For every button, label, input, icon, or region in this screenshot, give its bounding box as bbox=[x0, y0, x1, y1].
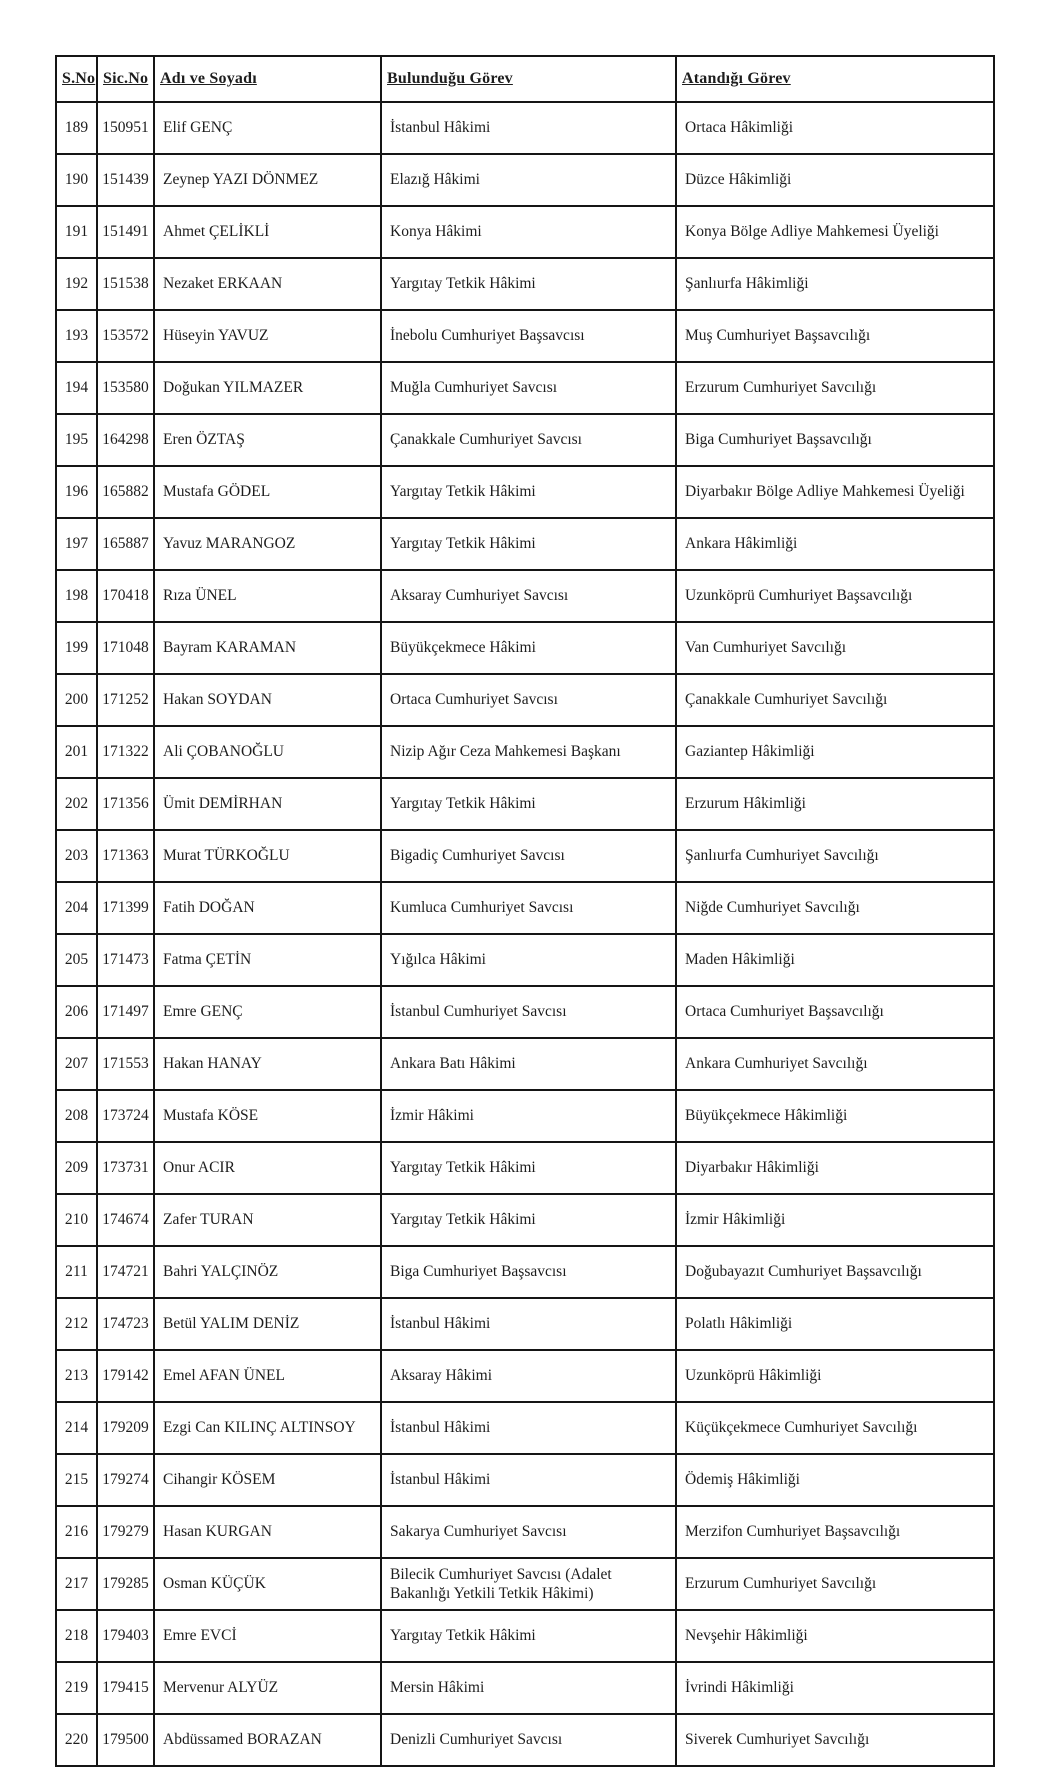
cell-s-no: 198 bbox=[56, 570, 97, 622]
cell-current-post: Aksaray Cumhuriyet Savcısı bbox=[381, 570, 676, 622]
cell-current-post: Yargıtay Tetkik Hâkimi bbox=[381, 258, 676, 310]
cell-s-no: 213 bbox=[56, 1350, 97, 1402]
cell-assigned-post: Gaziantep Hâkimliği bbox=[676, 726, 994, 778]
cell-assigned-post: Maden Hâkimliği bbox=[676, 934, 994, 986]
table-row bbox=[56, 1298, 994, 1350]
cell-assigned-post: İzmir Hâkimliği bbox=[676, 1194, 994, 1246]
cell-current-post: İnebolu Cumhuriyet Başsavcısı bbox=[381, 310, 676, 362]
cell-assigned-post: Konya Bölge Adliye Mahkemesi Üyeliği bbox=[676, 206, 994, 258]
cell-assigned-post: Düzce Hâkimliği bbox=[676, 154, 994, 206]
cell-sic-no: 151439 bbox=[97, 154, 154, 206]
cell-assigned-post: Ankara Hâkimliği bbox=[676, 518, 994, 570]
cell-current-post: Yargıtay Tetkik Hâkimi bbox=[381, 518, 676, 570]
cell-s-no: 204 bbox=[56, 882, 97, 934]
cell-current-post: İstanbul Hâkimi bbox=[381, 1402, 676, 1454]
cell-s-no: 195 bbox=[56, 414, 97, 466]
cell-current-post: Kumluca Cumhuriyet Savcısı bbox=[381, 882, 676, 934]
cell-s-no: 189 bbox=[56, 102, 97, 154]
cell-current-post: Yargıtay Tetkik Hâkimi bbox=[381, 1194, 676, 1246]
cell-sic-no: 179500 bbox=[97, 1714, 154, 1766]
cell-sic-no: 171497 bbox=[97, 986, 154, 1038]
cell-assigned-post: Doğubayazıt Cumhuriyet Başsavcılığı bbox=[676, 1246, 994, 1298]
table-row bbox=[56, 1246, 994, 1298]
cell-name: Doğukan YILMAZER bbox=[154, 362, 381, 414]
cell-s-no: 208 bbox=[56, 1090, 97, 1142]
cell-s-no: 216 bbox=[56, 1506, 97, 1558]
cell-name: Cihangir KÖSEM bbox=[154, 1454, 381, 1506]
cell-sic-no: 171322 bbox=[97, 726, 154, 778]
cell-sic-no: 179285 bbox=[97, 1558, 154, 1610]
table-row bbox=[56, 102, 994, 154]
cell-sic-no: 151538 bbox=[97, 258, 154, 310]
table-row bbox=[56, 414, 994, 466]
cell-s-no: 217 bbox=[56, 1558, 97, 1610]
cell-assigned-post: Erzurum Cumhuriyet Savcılığı bbox=[676, 1558, 994, 1610]
cell-sic-no: 153580 bbox=[97, 362, 154, 414]
cell-name: Onur ACIR bbox=[154, 1142, 381, 1194]
cell-assigned-post: Uzunköprü Cumhuriyet Başsavcılığı bbox=[676, 570, 994, 622]
cell-s-no: 194 bbox=[56, 362, 97, 414]
cell-current-post: Nizip Ağır Ceza Mahkemesi Başkanı bbox=[381, 726, 676, 778]
cell-s-no: 197 bbox=[56, 518, 97, 570]
cell-assigned-post: Merzifon Cumhuriyet Başsavcılığı bbox=[676, 1506, 994, 1558]
cell-name: Yavuz MARANGOZ bbox=[154, 518, 381, 570]
cell-name: Ümit DEMİRHAN bbox=[154, 778, 381, 830]
cell-current-post: İstanbul Hâkimi bbox=[381, 102, 676, 154]
cell-assigned-post: Çanakkale Cumhuriyet Savcılığı bbox=[676, 674, 994, 726]
cell-s-no: 192 bbox=[56, 258, 97, 310]
cell-assigned-post: Ankara Cumhuriyet Savcılığı bbox=[676, 1038, 994, 1090]
column-header-name: Adı ve Soyadı bbox=[154, 56, 381, 102]
cell-current-post: Biga Cumhuriyet Başsavcısı bbox=[381, 1246, 676, 1298]
cell-name: Bayram KARAMAN bbox=[154, 622, 381, 674]
cell-sic-no: 165882 bbox=[97, 466, 154, 518]
table-row bbox=[56, 1714, 994, 1766]
cell-name: Elif GENÇ bbox=[154, 102, 381, 154]
cell-current-post: İstanbul Hâkimi bbox=[381, 1454, 676, 1506]
cell-sic-no: 179403 bbox=[97, 1610, 154, 1662]
cell-assigned-post: Ödemiş Hâkimliği bbox=[676, 1454, 994, 1506]
table-row bbox=[56, 1038, 994, 1090]
table-row bbox=[56, 1194, 994, 1246]
table-row bbox=[56, 310, 994, 362]
cell-name: Hüseyin YAVUZ bbox=[154, 310, 381, 362]
table-row bbox=[56, 986, 994, 1038]
cell-sic-no: 171399 bbox=[97, 882, 154, 934]
cell-s-no: 218 bbox=[56, 1610, 97, 1662]
cell-name: Eren ÖZTAŞ bbox=[154, 414, 381, 466]
cell-assigned-post: İvrindi Hâkimliği bbox=[676, 1662, 994, 1714]
cell-current-post: Büyükçekmece Hâkimi bbox=[381, 622, 676, 674]
cell-assigned-post: Küçükçekmece Cumhuriyet Savcılığı bbox=[676, 1402, 994, 1454]
cell-current-post: İstanbul Hâkimi bbox=[381, 1298, 676, 1350]
cell-name: Murat TÜRKOĞLU bbox=[154, 830, 381, 882]
cell-current-post: Sakarya Cumhuriyet Savcısı bbox=[381, 1506, 676, 1558]
cell-s-no: 193 bbox=[56, 310, 97, 362]
header-row bbox=[56, 56, 994, 102]
cell-assigned-post: Muş Cumhuriyet Başsavcılığı bbox=[676, 310, 994, 362]
cell-assigned-post: Nevşehir Hâkimliği bbox=[676, 1610, 994, 1662]
cell-assigned-post: Erzurum Cumhuriyet Savcılığı bbox=[676, 362, 994, 414]
cell-s-no: 202 bbox=[56, 778, 97, 830]
cell-name: Osman KÜÇÜK bbox=[154, 1558, 381, 1610]
cell-name: Betül YALIM DENİZ bbox=[154, 1298, 381, 1350]
cell-assigned-post: Ortaca Cumhuriyet Başsavcılığı bbox=[676, 986, 994, 1038]
cell-assigned-post: Uzunköprü Hâkimliği bbox=[676, 1350, 994, 1402]
table-row bbox=[56, 1402, 994, 1454]
cell-s-no: 190 bbox=[56, 154, 97, 206]
cell-assigned-post: Büyükçekmece Hâkimliği bbox=[676, 1090, 994, 1142]
cell-s-no: 196 bbox=[56, 466, 97, 518]
cell-name: Bahri YALÇINÖZ bbox=[154, 1246, 381, 1298]
cell-s-no: 214 bbox=[56, 1402, 97, 1454]
cell-sic-no: 174723 bbox=[97, 1298, 154, 1350]
cell-s-no: 191 bbox=[56, 206, 97, 258]
cell-sic-no: 171473 bbox=[97, 934, 154, 986]
cell-assigned-post: Diyarbakır Hâkimliği bbox=[676, 1142, 994, 1194]
cell-sic-no: 170418 bbox=[97, 570, 154, 622]
cell-name: Abdüssamed BORAZAN bbox=[154, 1714, 381, 1766]
table-row bbox=[56, 830, 994, 882]
table-row bbox=[56, 674, 994, 726]
table-row bbox=[56, 1558, 994, 1610]
cell-sic-no: 165887 bbox=[97, 518, 154, 570]
cell-current-post: Yargıtay Tetkik Hâkimi bbox=[381, 1142, 676, 1194]
table-body bbox=[56, 102, 994, 1766]
cell-sic-no: 173731 bbox=[97, 1142, 154, 1194]
table-row bbox=[56, 206, 994, 258]
cell-name: Ezgi Can KILINÇ ALTINSOY bbox=[154, 1402, 381, 1454]
cell-s-no: 205 bbox=[56, 934, 97, 986]
cell-sic-no: 179209 bbox=[97, 1402, 154, 1454]
cell-sic-no: 164298 bbox=[97, 414, 154, 466]
column-header-assigned-post: Atandığı Görev bbox=[676, 56, 994, 102]
table-row bbox=[56, 570, 994, 622]
table-row bbox=[56, 1506, 994, 1558]
cell-s-no: 206 bbox=[56, 986, 97, 1038]
cell-current-post: Aksaray Hâkimi bbox=[381, 1350, 676, 1402]
cell-current-post: Ankara Batı Hâkimi bbox=[381, 1038, 676, 1090]
cell-name: Emel AFAN ÜNEL bbox=[154, 1350, 381, 1402]
table-row bbox=[56, 1090, 994, 1142]
cell-assigned-post: Ortaca Hâkimliği bbox=[676, 102, 994, 154]
cell-s-no: 203 bbox=[56, 830, 97, 882]
table-row bbox=[56, 726, 994, 778]
cell-sic-no: 174721 bbox=[97, 1246, 154, 1298]
cell-name: Emre GENÇ bbox=[154, 986, 381, 1038]
cell-sic-no: 173724 bbox=[97, 1090, 154, 1142]
cell-name: Emre EVCİ bbox=[154, 1610, 381, 1662]
cell-s-no: 207 bbox=[56, 1038, 97, 1090]
cell-name: Ahmet ÇELİKLİ bbox=[154, 206, 381, 258]
table-row bbox=[56, 1350, 994, 1402]
cell-sic-no: 150951 bbox=[97, 102, 154, 154]
cell-current-post: İzmir Hâkimi bbox=[381, 1090, 676, 1142]
cell-current-post: Denizli Cumhuriyet Savcısı bbox=[381, 1714, 676, 1766]
table-row bbox=[56, 1610, 994, 1662]
column-header-current-post: Bulunduğu Görev bbox=[381, 56, 676, 102]
cell-s-no: 200 bbox=[56, 674, 97, 726]
table-row bbox=[56, 466, 994, 518]
cell-current-post: Yargıtay Tetkik Hâkimi bbox=[381, 778, 676, 830]
table-row bbox=[56, 1454, 994, 1506]
cell-name: Fatma ÇETİN bbox=[154, 934, 381, 986]
table-row bbox=[56, 1142, 994, 1194]
cell-sic-no: 179279 bbox=[97, 1506, 154, 1558]
cell-name: Ali ÇOBANOĞLU bbox=[154, 726, 381, 778]
cell-s-no: 215 bbox=[56, 1454, 97, 1506]
cell-sic-no: 171048 bbox=[97, 622, 154, 674]
cell-name: Hakan SOYDAN bbox=[154, 674, 381, 726]
cell-assigned-post: Niğde Cumhuriyet Savcılığı bbox=[676, 882, 994, 934]
table-row bbox=[56, 362, 994, 414]
table-row bbox=[56, 778, 994, 830]
cell-name: Hakan HANAY bbox=[154, 1038, 381, 1090]
cell-current-post: Ortaca Cumhuriyet Savcısı bbox=[381, 674, 676, 726]
cell-name: Rıza ÜNEL bbox=[154, 570, 381, 622]
cell-sic-no: 179142 bbox=[97, 1350, 154, 1402]
appointments-table bbox=[55, 55, 995, 1767]
cell-s-no: 201 bbox=[56, 726, 97, 778]
cell-sic-no: 171363 bbox=[97, 830, 154, 882]
cell-name: Zeynep YAZI DÖNMEZ bbox=[154, 154, 381, 206]
cell-name: Hasan KURGAN bbox=[154, 1506, 381, 1558]
cell-current-post: Yığılca Hâkimi bbox=[381, 934, 676, 986]
cell-sic-no: 171356 bbox=[97, 778, 154, 830]
table-row bbox=[56, 622, 994, 674]
cell-s-no: 212 bbox=[56, 1298, 97, 1350]
cell-name: Zafer TURAN bbox=[154, 1194, 381, 1246]
cell-sic-no: 179274 bbox=[97, 1454, 154, 1506]
table-row bbox=[56, 258, 994, 310]
cell-name: Mustafa GÖDEL bbox=[154, 466, 381, 518]
cell-current-post: Mersin Hâkimi bbox=[381, 1662, 676, 1714]
table-row bbox=[56, 518, 994, 570]
cell-current-post: Yargıtay Tetkik Hâkimi bbox=[381, 1610, 676, 1662]
cell-s-no: 209 bbox=[56, 1142, 97, 1194]
cell-assigned-post: Diyarbakır Bölge Adliye Mahkemesi Üyeliği bbox=[676, 466, 994, 518]
cell-sic-no: 174674 bbox=[97, 1194, 154, 1246]
cell-s-no: 199 bbox=[56, 622, 97, 674]
cell-sic-no: 171553 bbox=[97, 1038, 154, 1090]
cell-current-post: Yargıtay Tetkik Hâkimi bbox=[381, 466, 676, 518]
cell-name: Mervenur ALYÜZ bbox=[154, 1662, 381, 1714]
table-header bbox=[56, 56, 994, 102]
cell-s-no: 210 bbox=[56, 1194, 97, 1246]
cell-assigned-post: Biga Cumhuriyet Başsavcılığı bbox=[676, 414, 994, 466]
column-header-sic: Sic.No bbox=[97, 56, 154, 102]
cell-name: Mustafa KÖSE bbox=[154, 1090, 381, 1142]
cell-assigned-post: Siverek Cumhuriyet Savcılığı bbox=[676, 1714, 994, 1766]
cell-current-post: Bilecik Cumhuriyet Savcısı (Adalet Bakanlığı Yetkili Tetkik Hâkimi) bbox=[381, 1558, 676, 1610]
cell-name: Fatih DOĞAN bbox=[154, 882, 381, 934]
cell-current-post: İstanbul Cumhuriyet Savcısı bbox=[381, 986, 676, 1038]
table-row bbox=[56, 934, 994, 986]
cell-assigned-post: Erzurum Hâkimliği bbox=[676, 778, 994, 830]
cell-current-post: Çanakkale Cumhuriyet Savcısı bbox=[381, 414, 676, 466]
cell-assigned-post: Van Cumhuriyet Savcılığı bbox=[676, 622, 994, 674]
table-row bbox=[56, 154, 994, 206]
cell-sic-no: 151491 bbox=[97, 206, 154, 258]
cell-assigned-post: Polatlı Hâkimliği bbox=[676, 1298, 994, 1350]
cell-s-no: 211 bbox=[56, 1246, 97, 1298]
cell-assigned-post: Şanlıurfa Cumhuriyet Savcılığı bbox=[676, 830, 994, 882]
cell-s-no: 220 bbox=[56, 1714, 97, 1766]
cell-current-post: Muğla Cumhuriyet Savcısı bbox=[381, 362, 676, 414]
cell-s-no: 219 bbox=[56, 1662, 97, 1714]
cell-assigned-post: Şanlıurfa Hâkimliği bbox=[676, 258, 994, 310]
cell-name: Nezaket ERKAAN bbox=[154, 258, 381, 310]
cell-sic-no: 171252 bbox=[97, 674, 154, 726]
cell-current-post: Elazığ Hâkimi bbox=[381, 154, 676, 206]
cell-current-post: Bigadiç Cumhuriyet Savcısı bbox=[381, 830, 676, 882]
cell-sic-no: 179415 bbox=[97, 1662, 154, 1714]
table-row bbox=[56, 882, 994, 934]
cell-current-post: Konya Hâkimi bbox=[381, 206, 676, 258]
column-header-sno: S.No bbox=[56, 56, 97, 102]
cell-sic-no: 153572 bbox=[97, 310, 154, 362]
